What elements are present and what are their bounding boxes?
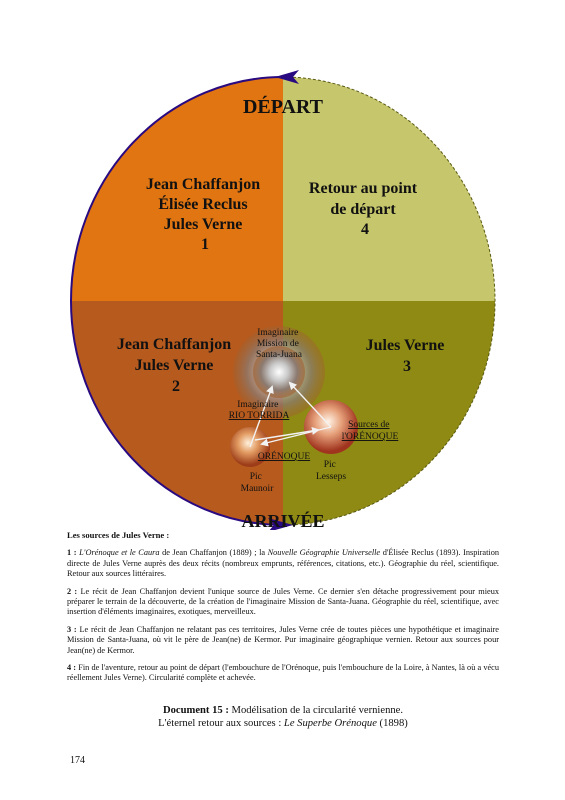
source-paragraph-1 <box>67 548 499 579</box>
figure-caption <box>67 704 499 730</box>
pic-lesseps-label: Pic Lesseps <box>315 460 347 482</box>
quadrant-4-text: Retour au point de départ 4 <box>308 180 418 238</box>
arrivee-label: ARRIVÉE <box>241 511 325 530</box>
caption-book-title: Le Superbe Orénoque <box>283 718 377 729</box>
caption-line-2 <box>67 717 499 730</box>
source-text: Le récit de Jean Chaffanjon devient l'unique source de Jules Verne. Ce dernier s'en détache progressivement pour mieux préparer le terrain de la découverte, de la création de l'imaginaire Mission de Santa-Juana. Géographie du réel, scientifique, avec insertion d'éléments imaginaires, exotiques, merveilleux. <box>67 586 499 617</box>
source-num: 1 : <box>67 548 77 558</box>
caption-suffix: (1898) <box>376 718 408 729</box>
source-text: d'Élisée Reclus (1893). Inspiration directe de Jules Verne auprès des deux récits (nombreux emprunts, références, citations, etc.). Géographie du réel, scientifique. Retour aux sources littéraires. <box>67 548 500 579</box>
mission-santa-juana-label: Imaginaire Mission de Santa-Juana <box>256 328 302 360</box>
sources-title: Les sources de Jules Verne : <box>67 530 170 540</box>
source-text: Le récit de Jean Chaffanjon ne relatant pas ces territoires, Jules Verne crée de toutes pièces une hypothétique et imaginaire Mission de Santa-Juana, où vit le père de Jean(ne) de Kermor. Pur imaginaire géographique vernien. Retour aux sources pour Jean(ne) de Kermor. <box>67 624 499 655</box>
pic-maunoir-label: Pic Maunoir <box>240 472 274 494</box>
source-paragraph-4 <box>67 663 499 684</box>
caption-doc-label: Document 15 : <box>162 705 229 716</box>
orenoque-label: ORÉNOQUE <box>257 452 311 462</box>
quadrant-1-text: Jean Chaffanjon Élisée Reclus Jules Verne 1 <box>145 176 261 253</box>
source-text: de Jean Chaffanjon (1889) ; la <box>159 548 268 558</box>
quadrant-2-text: Jean Chaffanjon Jules Verne 2 <box>116 336 232 395</box>
sources-text <box>67 530 499 691</box>
book-title: L'Orénoque et le Caura <box>79 548 160 558</box>
caption-line-1 <box>67 704 499 717</box>
rio-torrida-label: Imaginaire RIO TORRIDA <box>228 400 290 421</box>
source-paragraph-2 <box>67 587 499 618</box>
source-num: 2 : <box>67 586 78 596</box>
source-num: 4 : <box>67 663 77 673</box>
caption-prefix: L'éternel retour aux sources : <box>158 718 284 729</box>
quadrant-3-text: Jules Verne 3 <box>365 337 445 375</box>
source-num: 3 : <box>67 624 77 634</box>
depart-label: DÉPART <box>242 96 324 118</box>
page-number: 174 <box>70 755 85 766</box>
source-text: Fin de l'aventure, retour au point de départ (l'embouchure de l'Orénoque, puis l'embouchure de la Loire, à Nantes, là où a vécu réellement Jules Verne). Circularité complète et achevée. <box>67 663 499 683</box>
caption-doc-text: Modélisation de la circularité vernienne. <box>228 705 404 716</box>
source-paragraph-3 <box>67 625 499 656</box>
book-title: Nouvelle Géographie Universelle <box>267 548 381 558</box>
sources-orenoque-label: Sources de l'ORÉNOQUE <box>341 420 399 442</box>
